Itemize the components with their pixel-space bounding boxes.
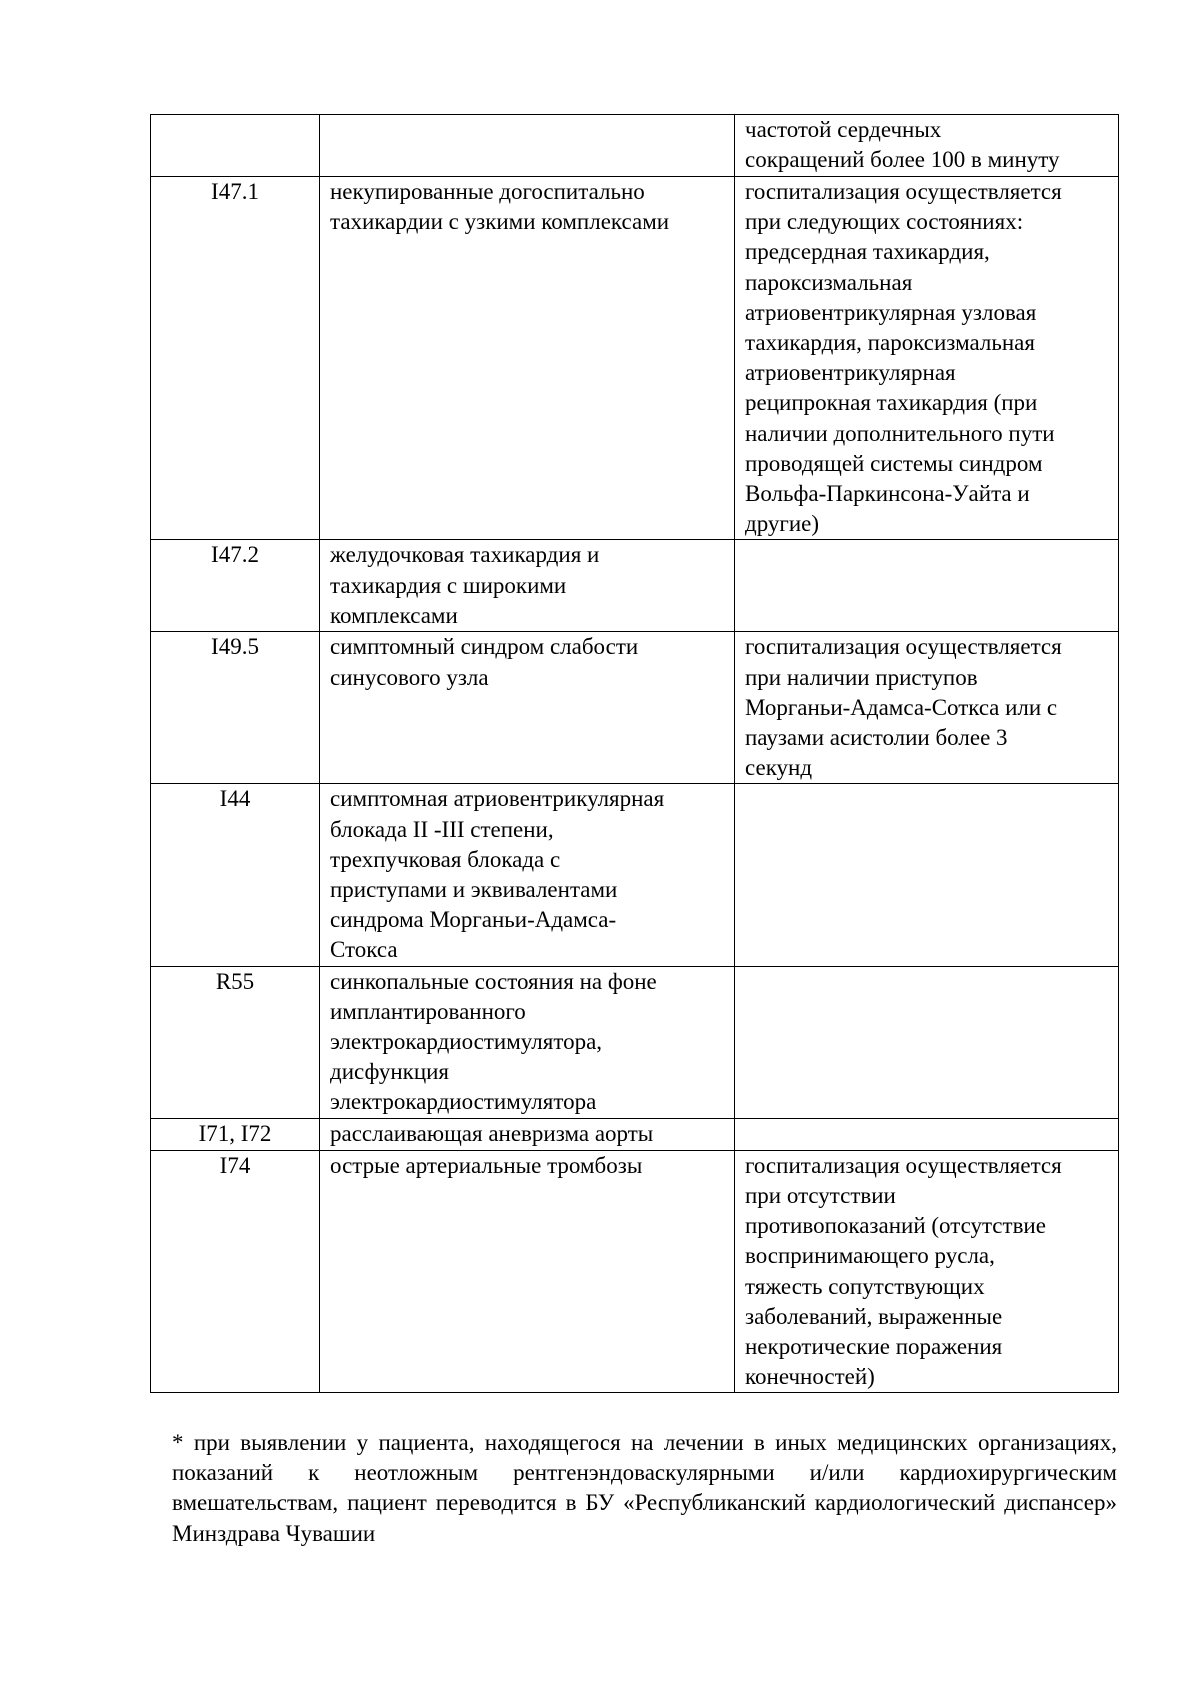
hospitalization-note-cell: частотой сердечных сокращений более 100 в минуту — [735, 115, 1119, 177]
diagnosis-cell: синкопальные состояния на фоне имплантированного электрокардиостимулятора, дисфункция электрокардиостимулятора — [320, 966, 735, 1118]
table-row — [151, 540, 1119, 632]
hospitalization-note-cell: госпитализация осуществляется при следующих состояниях: предсердная тахикардия, пароксизмальная атриовентрикулярная узловая тахикардия, пароксизмальная атриовентрикулярная реципрокная тахикардия (при наличии дополнительного пути проводящей системы синдром Вольфа-Паркинсона-Уайта и другие) — [735, 177, 1119, 540]
diagnosis-cell: симптомный синдром слабости синусового узла — [320, 632, 735, 784]
table-row — [151, 966, 1119, 1118]
diagnosis-cell: желудочковая тахикардия и тахикардия с широкими комплексами — [320, 540, 735, 632]
hospitalization-note-cell — [735, 540, 1119, 632]
hospitalization-note-cell — [735, 784, 1119, 966]
table-row — [151, 632, 1119, 784]
table-row — [151, 115, 1119, 177]
hospitalization-note-cell: госпитализация осуществляется при отсутствии противопоказаний (отсутствие воспринимающего русла, тяжесть сопутствующих заболеваний, выраженные некротические поражения конечностей) — [735, 1150, 1119, 1393]
diagnosis-cell: симптомная атриовентрикулярная блокада II -III степени, трехпучковая блокада с приступами и эквивалентами синдрома Морганьи-Адамса- Стокса — [320, 784, 735, 966]
table-row — [151, 784, 1119, 966]
icd-code-cell — [151, 115, 320, 177]
table-row — [151, 1118, 1119, 1150]
icd-code-cell: R55 — [151, 966, 320, 1118]
indications-table — [150, 114, 1119, 1393]
icd-code-cell: I47.1 — [151, 177, 320, 540]
diagnosis-cell — [320, 115, 735, 177]
hospitalization-note-cell — [735, 1118, 1119, 1150]
table-row — [151, 1150, 1119, 1393]
table-row — [151, 177, 1119, 540]
icd-code-cell: I71, I72 — [151, 1118, 320, 1150]
hospitalization-note-cell — [735, 966, 1119, 1118]
diagnosis-cell: острые артериальные тромбозы — [320, 1150, 735, 1393]
diagnosis-cell: некупированные догоспитально тахикардии с узкими комплексами — [320, 177, 735, 540]
footnote: * при выявлении у пациента, находящегося на лечении в иных медицинских организациях, показаний к неотложным рентгенэндоваскулярными и/или кардиохирургическим вмешательствам, пациент переводится в БУ «Республиканский кардиологический диспансер» Минздрава Чувашии — [172, 1430, 1117, 1546]
icd-code-cell: I49.5 — [151, 632, 320, 784]
icd-code-cell: I74 — [151, 1150, 320, 1393]
hospitalization-note-cell: госпитализация осуществляется при наличии приступов Морганьи-Адамса-Сотксa или с паузами асистолии более 3 секунд — [735, 632, 1119, 784]
icd-code-cell: I47.2 — [151, 540, 320, 632]
diagnosis-cell: расслаивающая аневризма аорты — [320, 1118, 735, 1150]
icd-code-cell: I44 — [151, 784, 320, 966]
